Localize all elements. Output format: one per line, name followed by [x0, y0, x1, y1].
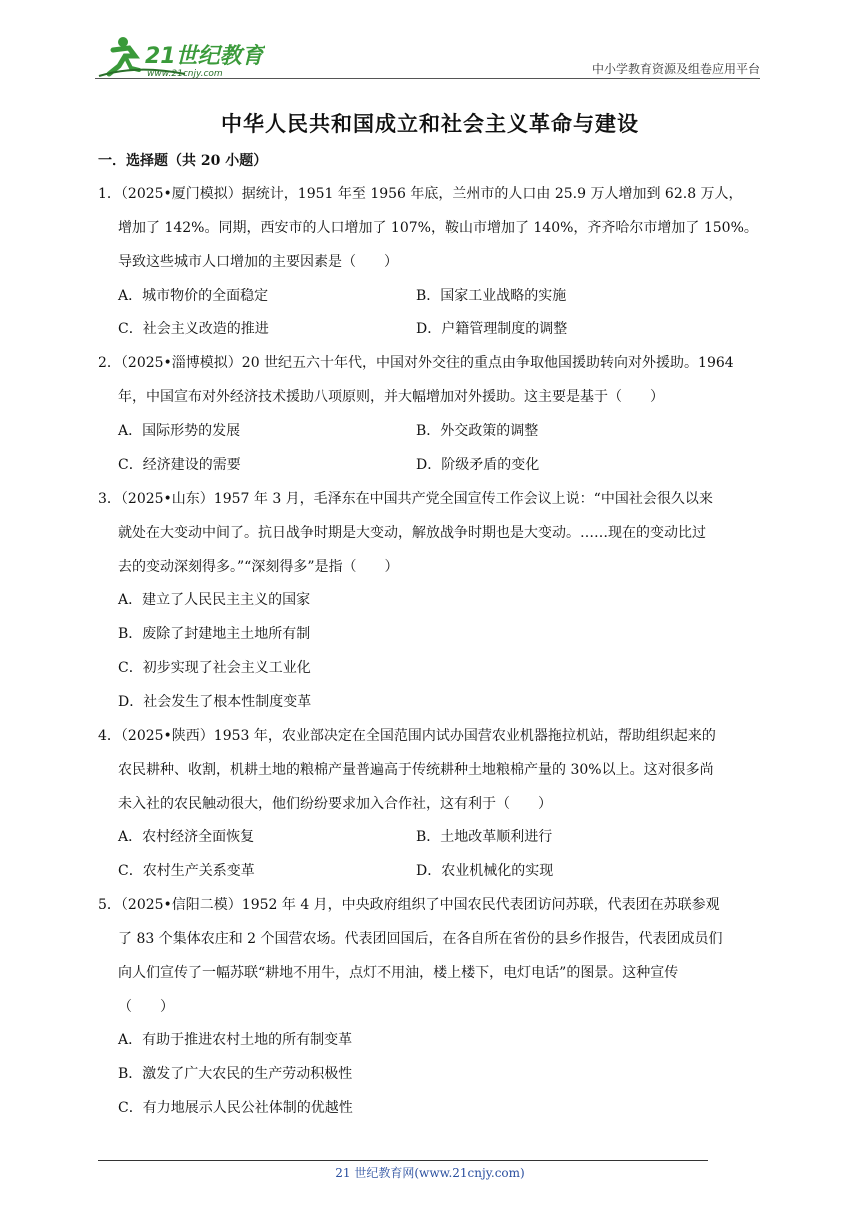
- question-1-line-1: 1．（2025•厦门模拟）据统计，1951 年至 1956 年底，兰州市的人口由 25.9 万人增加到 62.8 万人，: [98, 186, 743, 202]
- question-4-line-1: 4．（2025•陕西）1953 年，农业部决定在全国范围内试办国营农业机器拖拉机站，帮助组织起来的: [98, 728, 716, 744]
- question-2-line-2: 年，中国宣布对外经济技术援助八项原则，并大幅增加对外援助。这主要是基于（ ）: [118, 389, 664, 405]
- question-5-option-c[interactable]: C．有力地展示人民公社体制的优越性: [118, 1100, 353, 1116]
- question-4-line-3: 未入社的农民触动很大，他们纷纷要求加入合作社，这有利于（ ）: [118, 796, 552, 812]
- footer-link[interactable]: 21 世纪教育网(www.21cnjy.com): [335, 1166, 525, 1180]
- question-2-option-d[interactable]: D．阶级矛盾的变化: [416, 457, 540, 473]
- question-2-option-a[interactable]: A．国际形势的发展: [118, 423, 241, 439]
- footer-divider: [98, 1160, 708, 1161]
- page-header: [95, 34, 760, 82]
- question-1-line-2: 增加了 142%。同期，西安市的人口增加了 107%，鞍山市增加了 140%，齐齐哈尔市增加了 150%。: [118, 220, 758, 236]
- page-title: 中华人民共和国成立和社会主义革命与建设: [221, 111, 639, 136]
- question-4-line-2: 农民耕种、收割，机耕土地的粮棉产量普遍高于传统耕种土地粮棉产量的 30%以上。这对很多尚: [118, 762, 714, 778]
- question-1-option-a[interactable]: A．城市物价的全面稳定: [118, 288, 269, 304]
- svg-text:www.21cnjy.com: www.21cnjy.com: [147, 69, 223, 79]
- logo-21cnjy: [95, 34, 265, 80]
- question-1-option-c[interactable]: C．社会主义改造的推进: [118, 321, 269, 337]
- question-3-option-c[interactable]: C．初步实现了社会主义工业化: [118, 660, 311, 676]
- question-5-line-2: 了 83 个集体农庄和 2 个国营农场。代表团回国后，在各自所在省份的县乡作报告，代表团成员们: [118, 931, 723, 947]
- question-1-line-3: 导致这些城市人口增加的主要因素是（ ）: [118, 254, 398, 270]
- section-heading: 一．选择题（共 20 小题）: [98, 153, 268, 169]
- question-4-option-b[interactable]: B．土地改革顺利进行: [416, 829, 553, 845]
- question-3-line-2: 就处在大变动中间了。抗日战争时期是大变动，解放战争时期也是大变动。……现在的变动比过: [118, 525, 706, 541]
- question-3-option-a[interactable]: A．建立了人民民主主义的国家: [118, 592, 311, 608]
- question-5-line-3: 向人们宣传了一幅苏联“耕地不用牛，点灯不用油，楼上楼下，电灯电话”的图景。这种宣传: [118, 965, 679, 981]
- question-2-option-b[interactable]: B．外交政策的调整: [416, 423, 539, 439]
- question-3-line-3: 去的变动深刻得多。”“深刻得多”是指（ ）: [118, 559, 399, 575]
- question-5-option-b[interactable]: B．激发了广大农民的生产劳动积极性: [118, 1066, 353, 1082]
- question-2-line-1: 2．（2025•淄博模拟）20 世纪五六十年代，中国对外交往的重点由争取他国援助转向对外援助。1964: [98, 355, 734, 371]
- question-5-option-a[interactable]: A．有助于推进农村土地的所有制变革: [118, 1032, 353, 1048]
- header-divider: [95, 78, 760, 79]
- question-3-option-b[interactable]: B．废除了封建地主土地所有制: [118, 626, 311, 642]
- question-4-option-a[interactable]: A．农村经济全面恢复: [118, 829, 255, 845]
- question-1-option-b[interactable]: B．国家工业战略的实施: [416, 288, 567, 304]
- question-3-option-d[interactable]: D．社会发生了根本性制度变革: [118, 694, 312, 710]
- svg-text:21世纪教育: 21世纪教育: [145, 44, 264, 69]
- platform-name: 中小学教育资源及组卷应用平台: [591, 62, 760, 76]
- question-3-line-1: 3．（2025•山东）1957 年 3 月，毛泽东在中国共产党全国宣传工作会议上说：“中国社会很久以来: [98, 491, 713, 507]
- question-4-option-d[interactable]: D．农业机械化的实现: [416, 863, 554, 879]
- question-5-line-1: 5．（2025•信阳二模）1952 年 4 月，中央政府组织了中国农民代表团访问苏联，代表团在苏联参观: [98, 897, 720, 913]
- question-4-option-c[interactable]: C．农村生产关系变革: [118, 863, 255, 879]
- question-5-line-4: （ ）: [118, 999, 174, 1015]
- question-2-option-c[interactable]: C．经济建设的需要: [118, 457, 241, 473]
- question-1-option-d[interactable]: D．户籍管理制度的调整: [416, 321, 568, 337]
